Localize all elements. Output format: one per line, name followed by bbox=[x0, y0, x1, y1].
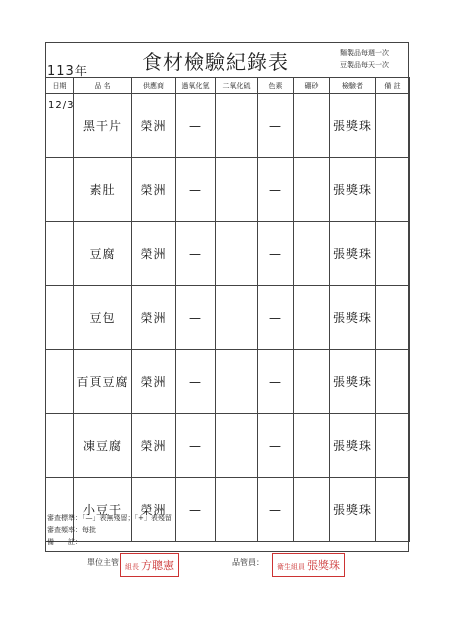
page-title: 食材檢驗紀錄表 bbox=[142, 50, 289, 74]
item-name: 百頁豆腐 bbox=[76, 375, 129, 389]
cell-so2 bbox=[216, 222, 258, 286]
cell-so2 bbox=[216, 158, 258, 222]
inspector-signature: 張獎珠 bbox=[332, 247, 372, 261]
item-name: 小豆干 bbox=[82, 503, 122, 517]
cell-color bbox=[258, 222, 294, 286]
cell-so2 bbox=[216, 350, 258, 414]
cell-color bbox=[258, 350, 294, 414]
inspector-signature: 張獎珠 bbox=[332, 311, 372, 325]
cell-date bbox=[46, 158, 74, 222]
item-name: 豆腐 bbox=[89, 247, 116, 261]
header-supplier: 供應商 bbox=[132, 78, 176, 94]
cell-name bbox=[74, 158, 132, 222]
cell-note bbox=[376, 478, 410, 542]
year-number: 113 bbox=[47, 64, 75, 79]
cell-supplier bbox=[132, 158, 176, 222]
table-row bbox=[46, 158, 410, 222]
cell-name bbox=[74, 414, 132, 478]
h2o2-result: — bbox=[189, 438, 202, 453]
manager-stamp-title: 衛生組員 bbox=[277, 563, 305, 571]
supervisor-label: 單位主管 bbox=[87, 558, 119, 567]
cell-name bbox=[74, 222, 132, 286]
h2o2-result: — bbox=[189, 118, 202, 133]
cell-note bbox=[376, 350, 410, 414]
table-row bbox=[46, 478, 410, 542]
cell-so2 bbox=[216, 94, 258, 158]
inspector-signature: 張獎珠 bbox=[332, 503, 372, 517]
cell-inspector bbox=[330, 158, 376, 222]
cell-supplier bbox=[132, 414, 176, 478]
h2o2-result: — bbox=[189, 246, 202, 261]
cell-inspector bbox=[330, 350, 376, 414]
cell-borax bbox=[294, 478, 330, 542]
manager-stamp-name: 張獎珠 bbox=[307, 559, 340, 572]
header-color: 色素 bbox=[258, 78, 294, 94]
item-name: 凍豆腐 bbox=[82, 439, 122, 453]
cell-note bbox=[376, 222, 410, 286]
item-name: 素肚 bbox=[89, 183, 116, 197]
cell-supplier bbox=[132, 94, 176, 158]
table-row bbox=[46, 350, 410, 414]
cell-h2o2 bbox=[176, 478, 216, 542]
cell-borax bbox=[294, 414, 330, 478]
table-header-row bbox=[46, 78, 410, 94]
cell-borax bbox=[294, 222, 330, 286]
cell-h2o2 bbox=[176, 94, 216, 158]
cell-supplier bbox=[132, 350, 176, 414]
supervisor-stamp-name: 方聰憲 bbox=[141, 559, 174, 572]
table-row bbox=[46, 94, 410, 158]
cell-inspector bbox=[330, 286, 376, 350]
cell-so2 bbox=[216, 414, 258, 478]
header-date: 日期 bbox=[46, 78, 74, 94]
cell-name bbox=[74, 350, 132, 414]
supplier-name: 榮洲 bbox=[140, 439, 167, 453]
cell-inspector bbox=[330, 94, 376, 158]
cell-borax bbox=[294, 158, 330, 222]
item-name: 豆包 bbox=[89, 311, 116, 325]
cell-note bbox=[376, 158, 410, 222]
supplier-name: 榮洲 bbox=[140, 119, 167, 133]
header-name: 品 名 bbox=[74, 78, 132, 94]
cell-inspector bbox=[330, 414, 376, 478]
inspector-signature: 張獎珠 bbox=[332, 375, 372, 389]
h2o2-result: — bbox=[189, 310, 202, 325]
header-h2o2: 過氧化氫 bbox=[176, 78, 216, 94]
inspection-table bbox=[45, 77, 410, 542]
color-result: — bbox=[269, 502, 282, 517]
footer-standard: 審查標準：「—」表無殘留；「+」表殘留 bbox=[47, 514, 172, 522]
cell-so2 bbox=[216, 286, 258, 350]
header-inspector: 檢驗者 bbox=[330, 78, 376, 94]
manager-label: 品管員： bbox=[232, 558, 264, 567]
year-unit: 年 bbox=[74, 64, 87, 78]
inspector-signature: 張獎珠 bbox=[332, 439, 372, 453]
cell-color bbox=[258, 478, 294, 542]
cell-color bbox=[258, 414, 294, 478]
cell-borax bbox=[294, 94, 330, 158]
h2o2-result: — bbox=[189, 502, 202, 517]
table-row bbox=[46, 222, 410, 286]
supervisor-stamp-title: 組長 bbox=[125, 563, 139, 571]
color-result: — bbox=[269, 118, 282, 133]
cell-h2o2 bbox=[176, 286, 216, 350]
rule-tofu: 豆製品每天一次 bbox=[340, 61, 389, 69]
cell-date bbox=[46, 350, 74, 414]
inspector-signature: 張獎珠 bbox=[332, 183, 372, 197]
cell-h2o2 bbox=[176, 414, 216, 478]
color-result: — bbox=[269, 246, 282, 261]
supplier-name: 榮洲 bbox=[140, 247, 167, 261]
rule-noodle: 麵製品每週一次 bbox=[340, 49, 389, 57]
cell-date bbox=[46, 414, 74, 478]
cell-borax bbox=[294, 350, 330, 414]
supplier-name: 榮洲 bbox=[140, 183, 167, 197]
cell-supplier bbox=[132, 478, 176, 542]
cell-h2o2 bbox=[176, 158, 216, 222]
manager-stamp bbox=[272, 553, 345, 577]
color-result: — bbox=[269, 182, 282, 197]
color-result: — bbox=[269, 438, 282, 453]
cell-note bbox=[376, 94, 410, 158]
cell-borax bbox=[294, 286, 330, 350]
table-row bbox=[46, 414, 410, 478]
date-text: 12/3 bbox=[48, 100, 75, 111]
header-note: 備 註 bbox=[376, 78, 410, 94]
h2o2-result: — bbox=[189, 182, 202, 197]
cell-h2o2 bbox=[176, 222, 216, 286]
cell-color bbox=[258, 158, 294, 222]
supplier-name: 榮洲 bbox=[140, 375, 167, 389]
supervisor-stamp bbox=[120, 553, 179, 577]
cell-name bbox=[74, 94, 132, 158]
header-borax: 硼砂 bbox=[294, 78, 330, 94]
item-name: 黑干片 bbox=[82, 119, 122, 133]
cell-so2 bbox=[216, 478, 258, 542]
cell-name bbox=[74, 286, 132, 350]
color-result: — bbox=[269, 374, 282, 389]
inspector-signature: 張獎珠 bbox=[332, 119, 372, 133]
table-row bbox=[46, 286, 410, 350]
supplier-name: 榮洲 bbox=[140, 503, 167, 517]
cell-color bbox=[258, 94, 294, 158]
cell-color bbox=[258, 286, 294, 350]
cell-h2o2 bbox=[176, 350, 216, 414]
cell-date bbox=[46, 94, 74, 158]
supplier-name: 榮洲 bbox=[140, 311, 167, 325]
header-so2: 二氧化硫 bbox=[216, 78, 258, 94]
cell-date bbox=[46, 222, 74, 286]
cell-supplier bbox=[132, 286, 176, 350]
footer-remark: 備 註： bbox=[47, 538, 82, 546]
cell-inspector bbox=[330, 478, 376, 542]
cell-date bbox=[46, 286, 74, 350]
color-result: — bbox=[269, 310, 282, 325]
cell-inspector bbox=[330, 222, 376, 286]
cell-supplier bbox=[132, 222, 176, 286]
cell-note bbox=[376, 286, 410, 350]
h2o2-result: — bbox=[189, 374, 202, 389]
cell-note bbox=[376, 414, 410, 478]
footer-frequency: 審查頻率：每批 bbox=[47, 526, 96, 534]
